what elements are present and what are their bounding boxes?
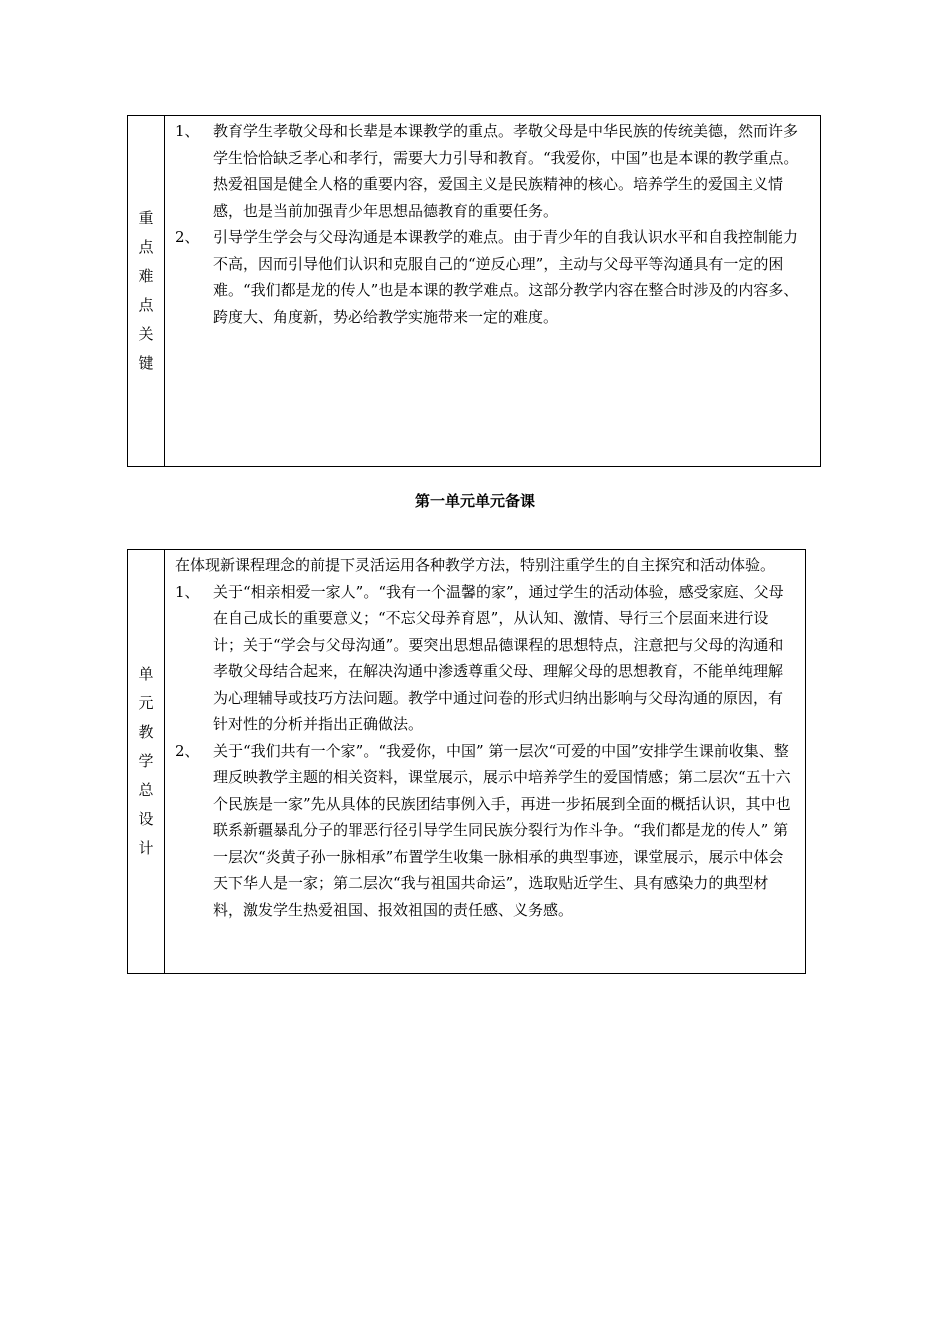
key-point-text: 引导学生学会与父母沟通是本课教学的难点。由于青少年的自我认识水平和自我控制能力不高，因而引导他们认识和克服自己的“逆反心理”，主动与父母平等沟通具有一定的困难。“我们都是龙的传人”也是本课的教学难点。这部分教学内容在整合时涉及的内容多、跨度大、角度新，势必给教学实施带来一定的难度。 <box>213 228 799 326</box>
key-points-side-label-cell <box>128 116 165 466</box>
key-points-side-label: 重点难点关键 <box>138 209 154 372</box>
unit-design-text: 关于“相亲相爱一家人”。“我有一个温馨的家”，通过学生的活动体验，感受家庭、父母在自己成长的重要意义；“不忘父母养育恩”，从认知、激情、导行三个层面来进行设计；关于“学会与父母沟通”。要突出思想品德课程的思想特点，注意把与父母的沟通和孝敬父母结合起来，在解决沟通中渗透尊重父母、理解父母的思想教育，不能单纯理解为心理辅导或技巧方法问题。教学中通过问卷的形式归纳出影响与父母沟通的原因，有针对性的分析并指出正确做法。 <box>213 582 784 733</box>
unit-design-number: 1、 <box>175 582 200 601</box>
unit-design-number: 2、 <box>175 741 200 760</box>
unit-design-intro: 在体现新课程理念的前提下灵活运用各种教学方法，特别注重学生的自主探究和活动体验。 <box>175 556 776 574</box>
unit-design-side-label: 单元教学总设计 <box>138 665 154 857</box>
key-points-table <box>127 115 821 467</box>
unit-design-item-1 <box>175 579 795 738</box>
key-point-item-1 <box>175 118 810 224</box>
section-title: 第一单元单元备课 <box>414 492 535 510</box>
unit-design-content <box>165 550 805 973</box>
key-point-text: 教育学生孝敬父母和长辈是本课教学的重点。孝敬父母是中华民族的传统美德，然而许多学生恰恰缺乏孝心和孝行，需要大力引导和教育。“我爱你，中国”也是本课的教学重点。热爱祖国是健全人格的重要内容，爱国主义是民族精神的核心。培养学生的爱国主义情感，也是当前加强青少年思想品德教育的重要任务。 <box>213 122 799 220</box>
unit-design-item-2 <box>175 738 795 924</box>
unit-design-text: 关于“我们共有一个家”。“我爱你，中国” 第一层次“可爱的中国”安排学生课前收集、整理反映教学主题的相关资料，课堂展示，展示中培养学生的爱国情感；第二层次“五十六个民族是一家”先从具体的民族团结事例入手，再进一步拓展到全面的概括认识，其中也联系新疆暴乱分子的罪恶行径引导学生同民族分裂行为作斗争。“我们都是龙的传人” 第一层次“炎黄子孙一脉相承”布置学生收集一脉相承的典型事迹，课堂展示，展示中体会天下华人是一家；第二层次“我与祖国共命运”，选取贴近学生、具有感染力的典型材料，激发学生热爱祖国、报效祖国的责任感、义务感。 <box>213 741 791 919</box>
key-points-content <box>165 116 820 466</box>
key-point-number: 1、 <box>175 122 200 140</box>
key-point-number: 2、 <box>175 228 200 246</box>
unit-design-side-label-cell <box>128 550 165 973</box>
unit-design-table <box>127 549 806 974</box>
key-point-item-2 <box>175 224 810 330</box>
